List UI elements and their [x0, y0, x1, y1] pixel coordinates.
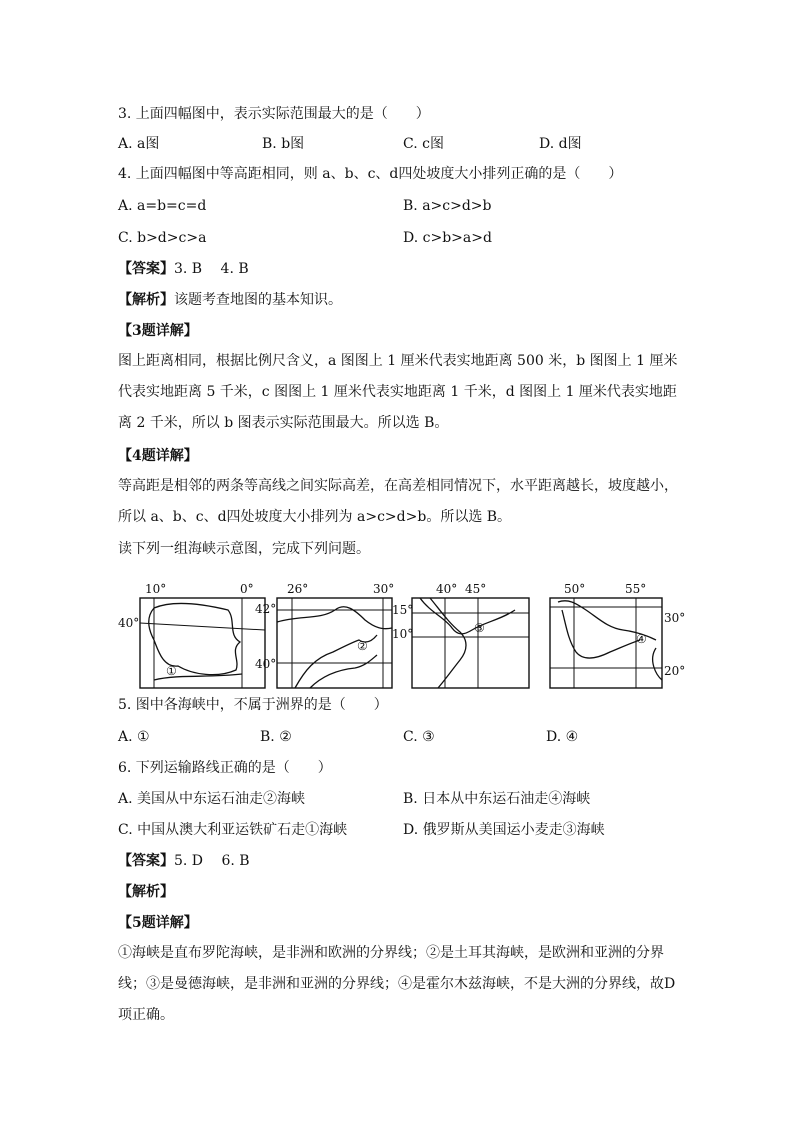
q5-option-b: B. ②	[260, 729, 292, 745]
map2-lat-bottom: 40°	[255, 657, 277, 671]
q6-option-a: A. 美国从中东运石油走②海峡	[118, 791, 306, 807]
analysis-label: 【解析】	[118, 292, 174, 308]
map3-lat-bottom: 10°	[392, 627, 414, 641]
strait-map-4	[548, 580, 686, 690]
map4-lat-top: 30°	[664, 611, 686, 625]
question-4-stem: 4. 上面四幅图中等高距相同，则 a、b、c、d四处坡度大小排列正确的是（ ）	[118, 166, 623, 182]
answer-text: 5. D 6. B	[174, 853, 250, 869]
q3-option-c: C. c图	[403, 136, 444, 152]
marker-4: ④	[636, 632, 647, 646]
answer-block-2	[118, 851, 250, 871]
detail-5-text: ①海峡是直布罗陀海峡，是非洲和欧洲的分界线；②是土耳其海峡，是欧洲和亚洲的分界线；③是曼德海峡，是非洲和亚洲的分界线；④是霍尔木兹海峡，不是大洲的分界线，故D项正确。	[118, 945, 676, 1023]
map4-lat-bottom: 20°	[664, 664, 686, 678]
map4-lon-right: 55°	[625, 582, 647, 596]
q4-option-b: B. a>c>d>b	[403, 198, 492, 214]
map4-lon-left: 50°	[564, 582, 586, 596]
marker-2: ②	[357, 639, 368, 653]
q4-option-c: C. b>d>c>a	[118, 230, 207, 246]
map1-lon-left: 10°	[145, 582, 167, 596]
map3-lon-left: 40°	[436, 582, 458, 596]
analysis-block-1	[118, 290, 342, 310]
q3-option-b: B. b图	[262, 136, 305, 152]
answer-block-1	[118, 259, 249, 279]
answer-text: 3. B 4. B	[174, 261, 249, 277]
q6-option-b: B. 日本从中东运石油走④海峡	[403, 791, 591, 807]
marker-3: ③	[474, 621, 485, 635]
map1-lon-right: 0°	[240, 582, 254, 596]
map1-lat: 40°	[118, 616, 140, 630]
q3-option-d: D. d图	[539, 136, 582, 152]
marker-1: ①	[166, 664, 177, 678]
q4-option-a: A. a=b=c=d	[118, 198, 207, 214]
detail-5-heading: 【5题详解】	[118, 915, 198, 931]
map3-lon-right: 45°	[465, 582, 487, 596]
question-6-stem: 6. 下列运输路线正确的是（ ）	[118, 760, 332, 776]
q4-option-d: D. c>b>a>d	[403, 230, 492, 246]
answer-label: 【答案】	[118, 261, 174, 277]
map2-lon-left: 26°	[287, 582, 309, 596]
q3-option-a: A. a图	[118, 136, 160, 152]
answer-label: 【答案】	[118, 853, 174, 869]
question-5-stem: 5. 图中各海峡中，不属于洲界的是（ ）	[118, 697, 388, 713]
question-3-stem: 3. 上面四幅图中，表示实际范围最大的是（ ）	[118, 106, 430, 122]
analysis-label-2: 【解析】	[118, 884, 174, 900]
q5-option-a: A. ①	[118, 729, 150, 745]
detail-4-heading: 【4题详解】	[118, 448, 198, 464]
map2-lon-right: 30°	[373, 582, 395, 596]
strait-intro: 读下列一组海峡示意图，完成下列问题。	[118, 541, 370, 557]
analysis-text: 该题考查地图的基本知识。	[174, 292, 342, 308]
q6-option-c: C. 中国从澳大利亚运铁矿石走①海峡	[118, 822, 348, 838]
detail-4-text: 等高距是相邻的两条等高线之间实际高差，在高差相同情况下，水平距离越长，坡度越小，所以 a、b、c、d四处坡度大小排列为 a>c>d>b。所以选 B。	[118, 478, 678, 525]
q5-option-c: C. ③	[403, 729, 435, 745]
detail-3-heading: 【3题详解】	[118, 323, 198, 339]
strait-map-2	[255, 580, 405, 690]
strait-map-1	[118, 580, 278, 690]
map3-lat-top: 15°	[392, 603, 414, 617]
map2-lat-top: 42°	[255, 602, 277, 616]
q6-option-d: D. 俄罗斯从美国运小麦走③海峡	[403, 822, 605, 838]
detail-3-text: 图上距离相同，根据比例尺含义，a 图图上 1 厘米代表实地距离 500 米，b 图图上 1 厘米代表实地距离 5 千米，c 图图上 1 厘米代表实地距离 1 千米，d 图图上 1 厘米代表实地距离 2 千米，所以 b 图表示实际范围最大。所以选 B。	[118, 353, 678, 431]
q5-option-d: D. ④	[546, 729, 579, 745]
